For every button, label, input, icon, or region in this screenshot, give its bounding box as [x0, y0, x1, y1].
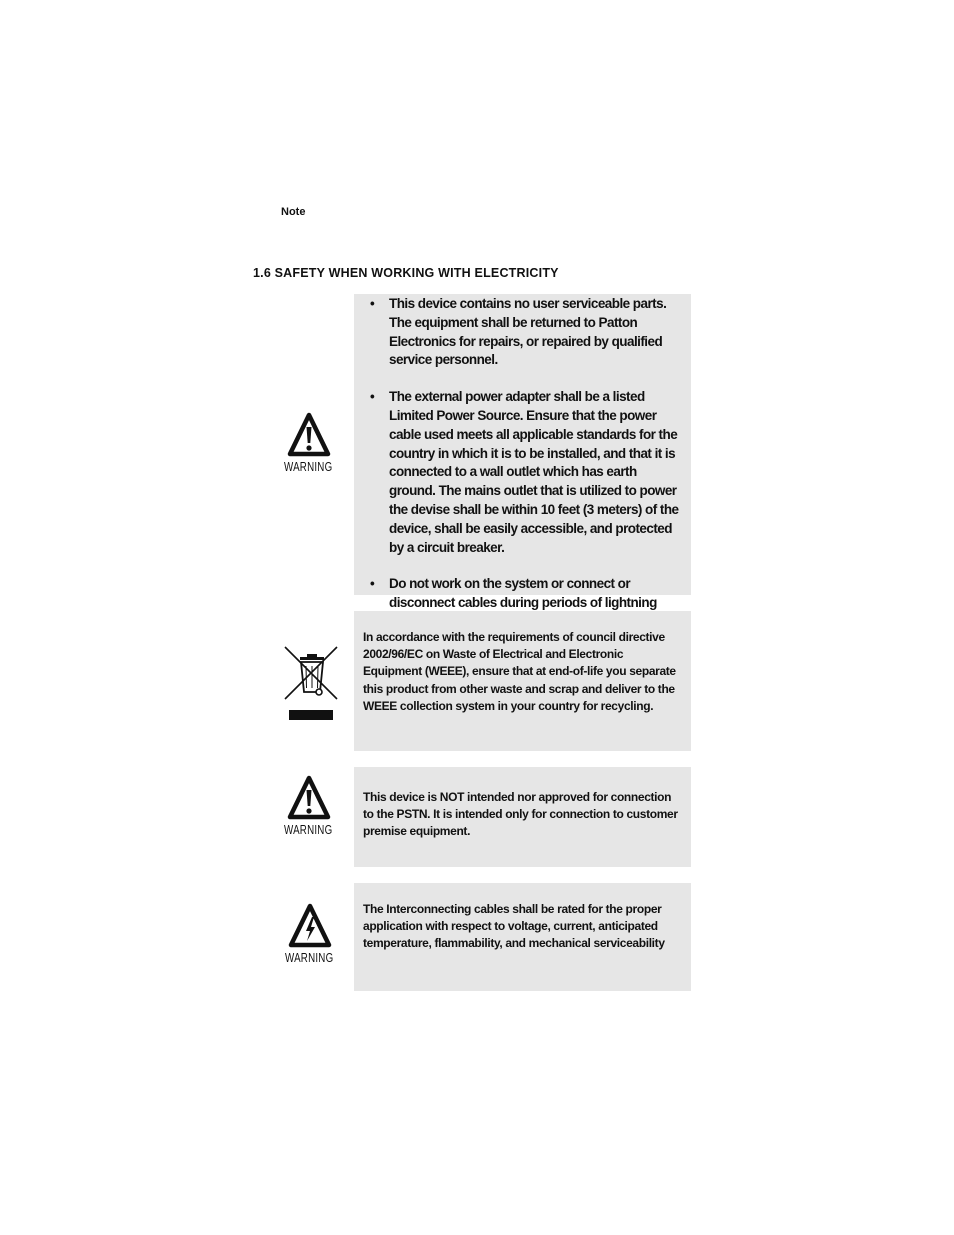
warning-triangle-icon — [287, 412, 331, 458]
weee-text: In accordance with the requirements of council directive 2002/96/EC on Waste of Electrical and Electronic Equipment (WEEE), ensure that at end-of-life you separate this product from other waste and scrap and deliver to the WEEE collection system in your country for recycling. — [363, 630, 676, 713]
warning-box-1 — [354, 294, 691, 611]
crossed-out-wheelie-bin-icon — [282, 644, 340, 724]
warning-box-3 — [354, 883, 691, 991]
note-label: Note — [281, 206, 306, 218]
warning-triangle-icon — [287, 775, 331, 821]
warning-label: WARNING — [284, 460, 333, 474]
warning-label: WARNING — [284, 823, 333, 837]
weee-box — [354, 611, 691, 751]
warning-label: WARNING — [285, 951, 334, 965]
list-item: • Do not work on the system or connect or disconnect cables during periods of lightning — [370, 576, 657, 611]
section-title: 1.6 SAFETY WHEN WORKING WITH ELECTRICITY — [253, 266, 559, 280]
list-item: • The external power adapter shall be a listed Limited Power Source. Ensure that the power cable used meets all applicable standards for the country in which it is to be installed, and that it is connected to a wall outlet which has earth ground. The mains outlet that is utilized to power the devise shall be within 10 feet (3 meters) of the device, shall be easily accessible, and protected by a circuit breaker. — [370, 389, 679, 555]
cable-warning-text: The Interconnecting cables shall be rated for the proper application with respect to voltage, current, anticipated temperature, flammability, and mechanical serviceability — [363, 902, 665, 951]
pstn-warning-text: This device is NOT intended nor approved for connection to the PSTN. It is intended only for connection to customer premise equipment. — [363, 790, 678, 839]
electrical-hazard-triangle-icon — [288, 903, 332, 949]
warning-bullet-list — [370, 295, 679, 632]
warning-box-2 — [354, 767, 691, 867]
list-item: • This device contains no user serviceable parts. The equipment shall be returned to Patton Electronics for repairs, or repaired by qualified service personnel. — [370, 296, 667, 368]
